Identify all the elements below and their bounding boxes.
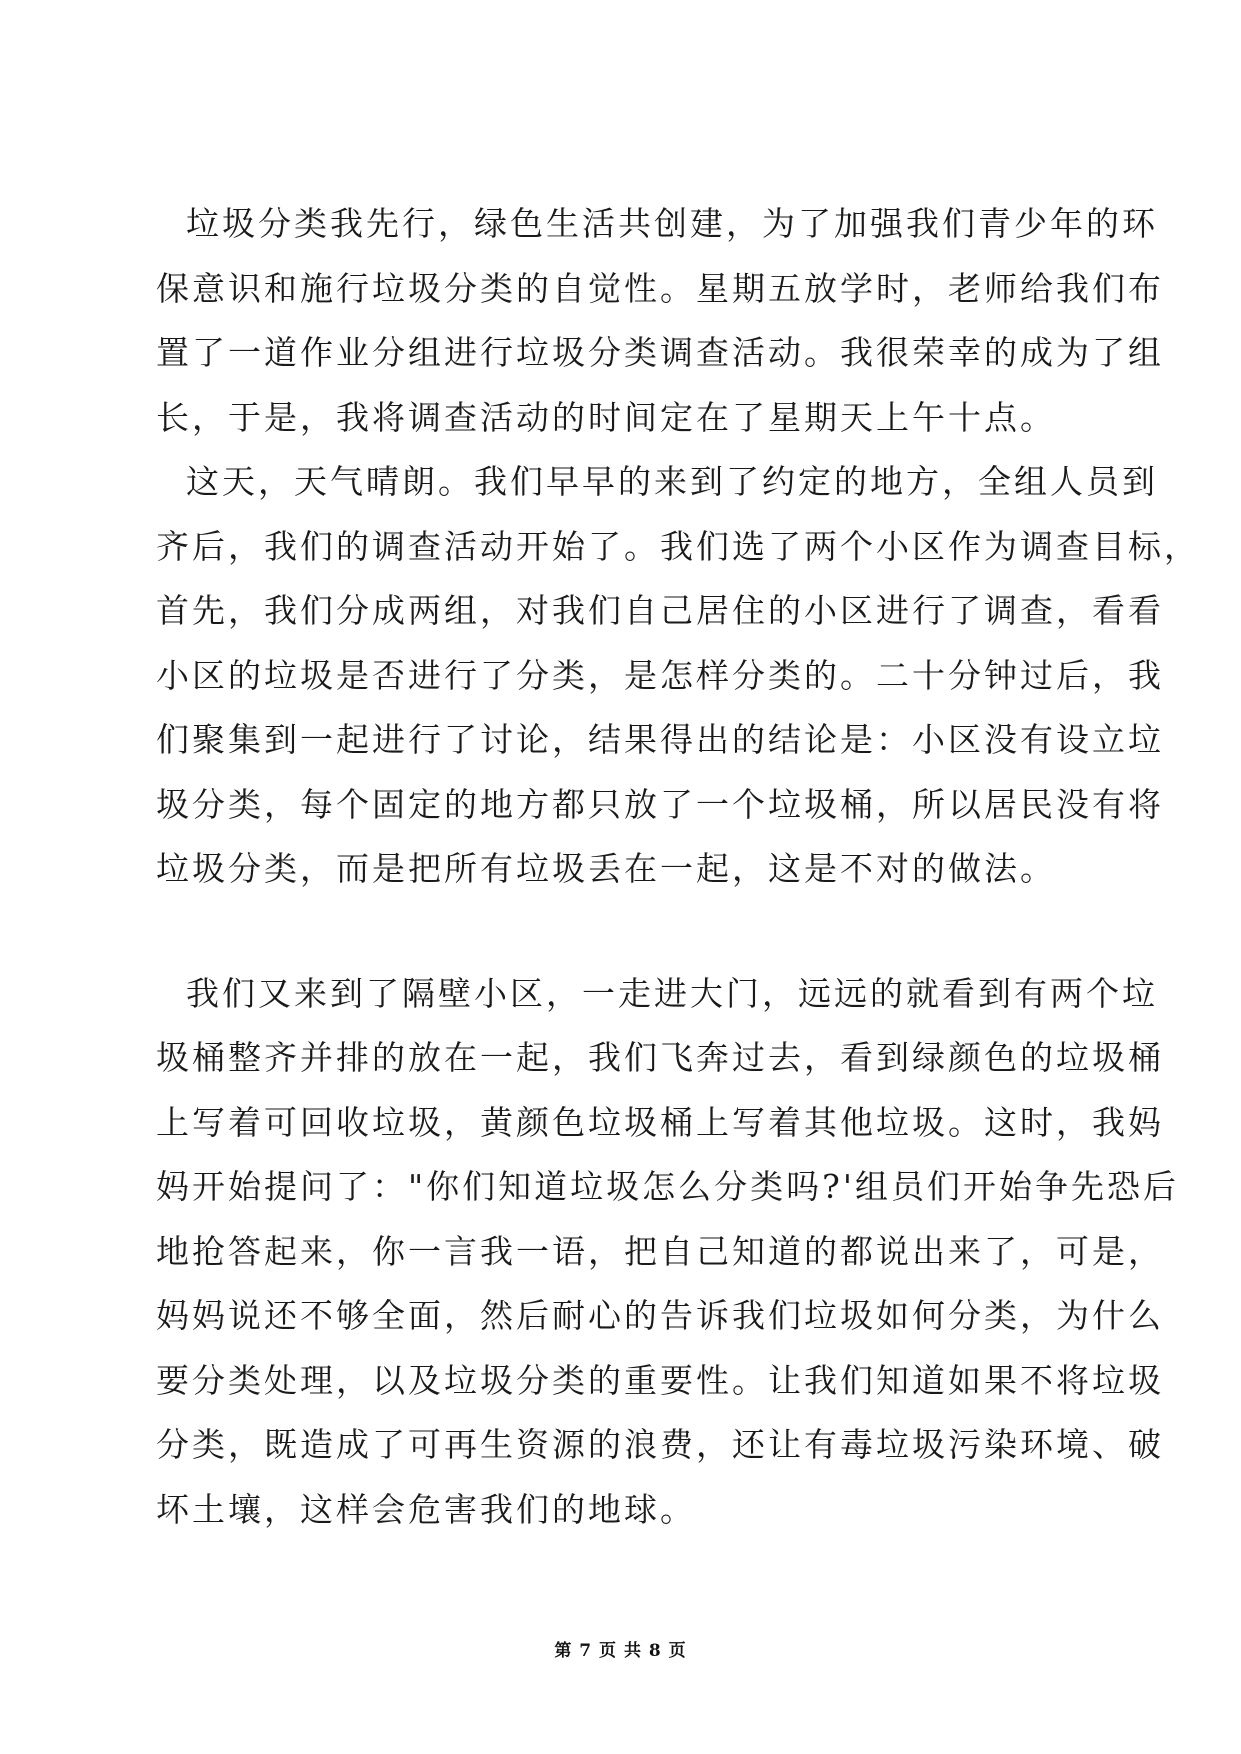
text-line: 们聚集到一起进行了讨论，结果得出的结论是：小区没有设立垃 — [156, 720, 1164, 759]
text-line: 保意识和施行垃圾分类的自觉性。星期五放学时，老师给我们布 — [156, 268, 1164, 308]
text-line: 首先，我们分成两组，对我们自己居住的小区进行了调查，看看 — [156, 591, 1164, 630]
text-line: 我们又来到了隔壁小区，一走进大门，远远的就看到有两个垃 — [186, 973, 1158, 1013]
page-number-footer: 第 7 页 共 8 页 — [554, 1641, 687, 1661]
text-line: 妈妈说还不够全面，然后耐心的告诉我们垃圾如何分类，为什么 — [156, 1296, 1164, 1335]
text-line: 垃圾分类，而是把所有垃圾丢在一起，这是不对的做法。 — [156, 849, 1056, 888]
paragraph-1 — [156, 192, 1164, 450]
text-line: 垃圾分类我先行，绿色生活共创建，为了加强我们青少年的环 — [186, 204, 1158, 243]
text-line: 小区的垃圾是否进行了分类，是怎样分类的。二十分钟过后，我 — [156, 655, 1164, 695]
paragraph-3 — [156, 962, 1179, 1543]
text-line: 圾桶整齐并排的放在一起，我们飞奔过去，看到绿颜色的垃圾桶 — [156, 1038, 1164, 1077]
paragraph-spacer — [156, 902, 1086, 962]
text-line: 圾分类，每个固定的地方都只放了一个垃圾桶，所以居民没有将 — [156, 784, 1164, 824]
text-line: 上写着可回收垃圾，黄颜色垃圾桶上写着其他垃圾。这时，我妈 — [156, 1102, 1164, 1142]
text-line: 这天，天气晴朗。我们早早的来到了约定的地方，全组人员到 — [186, 462, 1158, 501]
document-body — [156, 192, 1200, 1542]
text-line: 分类，既造成了可再生资源的浪费，还让有毒垃圾污染环境、破 — [156, 1425, 1164, 1464]
text-line: 齐后，我们的调查活动开始了。我们选了两个小区作为调查目标， — [156, 526, 1200, 566]
text-line: 地抢答起来，你一言我一语，把自己知道的都说出来了，可是， — [156, 1231, 1164, 1271]
text-line: 要分类处理，以及垃圾分类的重要性。让我们知道如果不将垃圾 — [156, 1360, 1164, 1400]
text-line: 长，于是，我将调查活动的时间定在了星期天上午十点。 — [156, 397, 1056, 437]
text-line: 置了一道作业分组进行垃圾分类调查活动。我很荣幸的成为了组 — [156, 333, 1164, 372]
text-line: 坏土壤，这样会危害我们的地球。 — [156, 1489, 696, 1529]
paragraph-2 — [156, 450, 1200, 902]
text-line: 妈开始提问了："你们知道垃圾怎么分类吗?'组员们开始争先恐后 — [156, 1167, 1179, 1206]
